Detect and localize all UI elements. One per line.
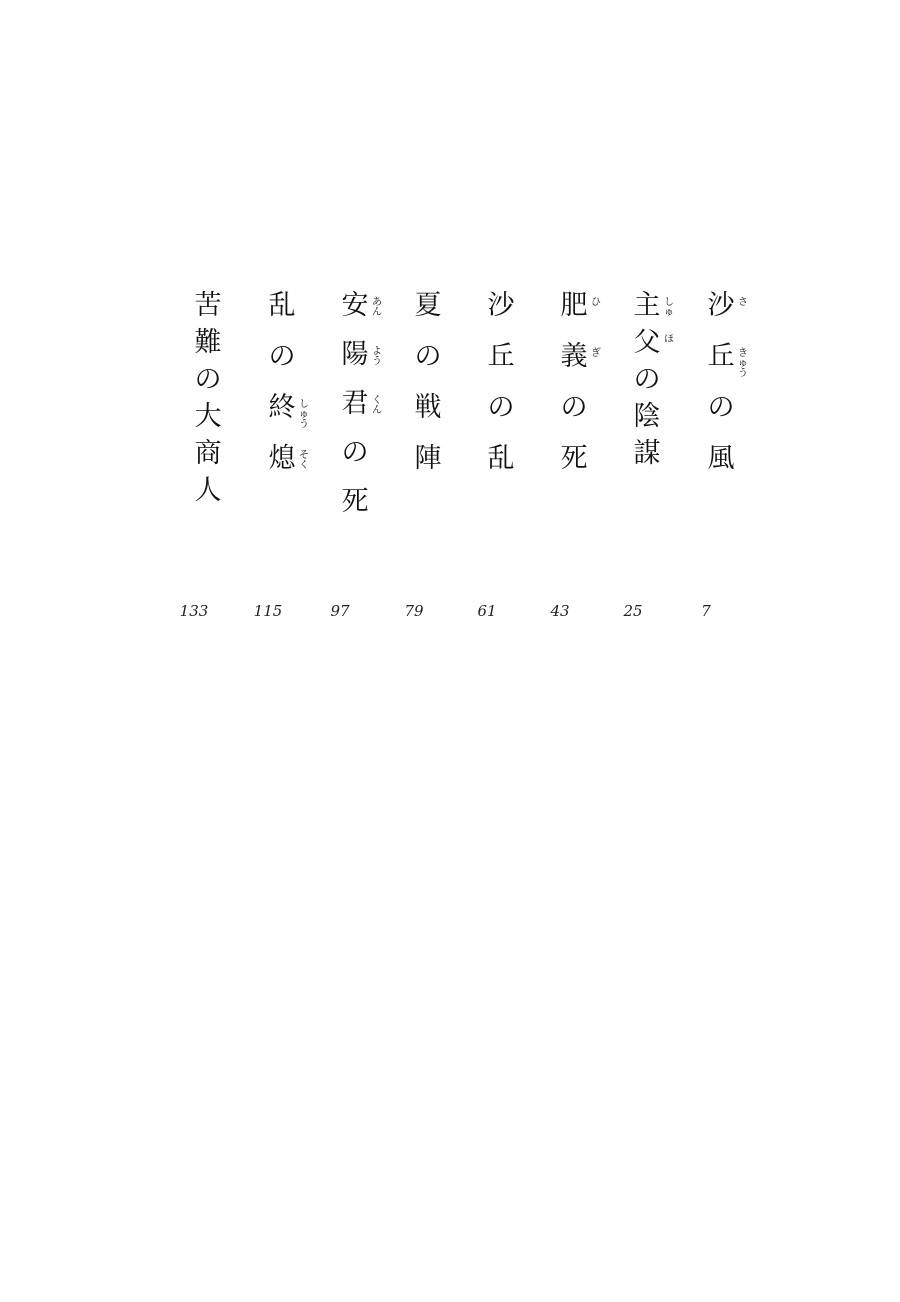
title-char: 父 — [633, 327, 661, 358]
chapter-title — [413, 292, 443, 496]
page-number: 61 — [477, 602, 497, 620]
title-char: 風 — [707, 443, 735, 474]
furigana-char: ぎ — [591, 348, 601, 359]
toc-entry[interactable] — [399, 292, 459, 632]
title-char: 君 — [341, 388, 369, 419]
title-char: 熄 — [268, 443, 296, 474]
chapter-title — [706, 292, 736, 496]
furigana-char: よ — [372, 346, 382, 357]
chapter-title — [340, 292, 370, 537]
title-char: 夏 — [414, 290, 442, 321]
furigana — [663, 335, 675, 345]
title-char: 陰 — [633, 401, 661, 432]
title-char: 丘 — [707, 341, 735, 372]
page-number: 133 — [179, 602, 209, 620]
furigana-char: ゅ — [664, 307, 674, 318]
toc-entry[interactable] — [692, 292, 752, 632]
title-char: 主 — [633, 290, 661, 321]
title-char: の — [560, 392, 588, 423]
title-char: の — [194, 364, 222, 395]
furigana-char: ゅ — [738, 358, 748, 369]
toc-entry[interactable] — [618, 292, 678, 632]
furigana-char: さ — [738, 297, 748, 308]
title-char: 陽 — [341, 339, 369, 370]
page-number: 25 — [623, 602, 643, 620]
chapter-title — [193, 292, 223, 514]
furigana — [737, 349, 749, 379]
page-number: 43 — [550, 602, 570, 620]
title-char: 謀 — [633, 438, 661, 469]
title-char: 大 — [194, 401, 222, 432]
title-char: の — [487, 392, 515, 423]
title-char: 人 — [194, 475, 222, 506]
chapter-title — [632, 292, 662, 477]
title-char: 義 — [560, 341, 588, 372]
chapter-title — [559, 292, 589, 496]
furigana-char: う — [738, 368, 748, 379]
title-char: 苦 — [194, 290, 222, 321]
title-char: 死 — [341, 486, 369, 517]
title-char: の — [633, 364, 661, 395]
page-number: 97 — [330, 602, 350, 620]
furigana — [371, 396, 383, 416]
title-char: 死 — [560, 443, 588, 474]
title-char: 商 — [194, 438, 222, 469]
furigana-char: く — [299, 460, 309, 471]
furigana-char: ん — [372, 307, 382, 318]
furigana-char: そ — [299, 450, 309, 461]
toc-entry[interactable] — [179, 292, 239, 632]
furigana-char: う — [372, 356, 382, 367]
furigana-char: ん — [372, 405, 382, 416]
title-char: 乱 — [268, 290, 296, 321]
furigana-char: ひ — [591, 297, 601, 308]
title-char: 乱 — [487, 443, 515, 474]
furigana — [371, 347, 383, 367]
furigana-char: し — [299, 399, 309, 410]
furigana-char: し — [664, 297, 674, 308]
toc-entry[interactable] — [472, 292, 532, 632]
page-number: 79 — [404, 602, 424, 620]
title-char: 安 — [341, 290, 369, 321]
page-number: 115 — [253, 602, 283, 620]
title-char: 戦 — [414, 392, 442, 423]
page-number: 7 — [701, 602, 711, 620]
title-char: の — [707, 392, 735, 423]
furigana-char: ほ — [664, 334, 674, 345]
furigana — [298, 451, 310, 471]
furigana — [663, 298, 675, 318]
furigana-char: き — [738, 348, 748, 359]
furigana-char: ゅ — [299, 409, 309, 420]
title-char: の — [414, 341, 442, 372]
furigana — [371, 298, 383, 318]
toc-entry[interactable] — [545, 292, 605, 632]
furigana — [590, 349, 602, 359]
title-char: の — [341, 437, 369, 468]
furigana — [298, 400, 310, 430]
title-char: の — [268, 341, 296, 372]
furigana-char: あ — [372, 297, 382, 308]
title-char: 終 — [268, 392, 296, 423]
furigana-char: う — [299, 419, 309, 430]
title-char: 陣 — [414, 443, 442, 474]
title-char: 沙 — [487, 290, 515, 321]
title-char: 沙 — [707, 290, 735, 321]
toc-entry[interactable] — [326, 292, 386, 632]
title-char: 丘 — [487, 341, 515, 372]
title-char: 肥 — [560, 290, 588, 321]
title-char: 難 — [194, 327, 222, 358]
toc-entry[interactable] — [253, 292, 313, 632]
furigana-char: く — [372, 395, 382, 406]
furigana — [737, 298, 749, 308]
chapter-title — [486, 292, 516, 496]
chapter-title — [267, 292, 297, 496]
furigana — [590, 298, 602, 308]
